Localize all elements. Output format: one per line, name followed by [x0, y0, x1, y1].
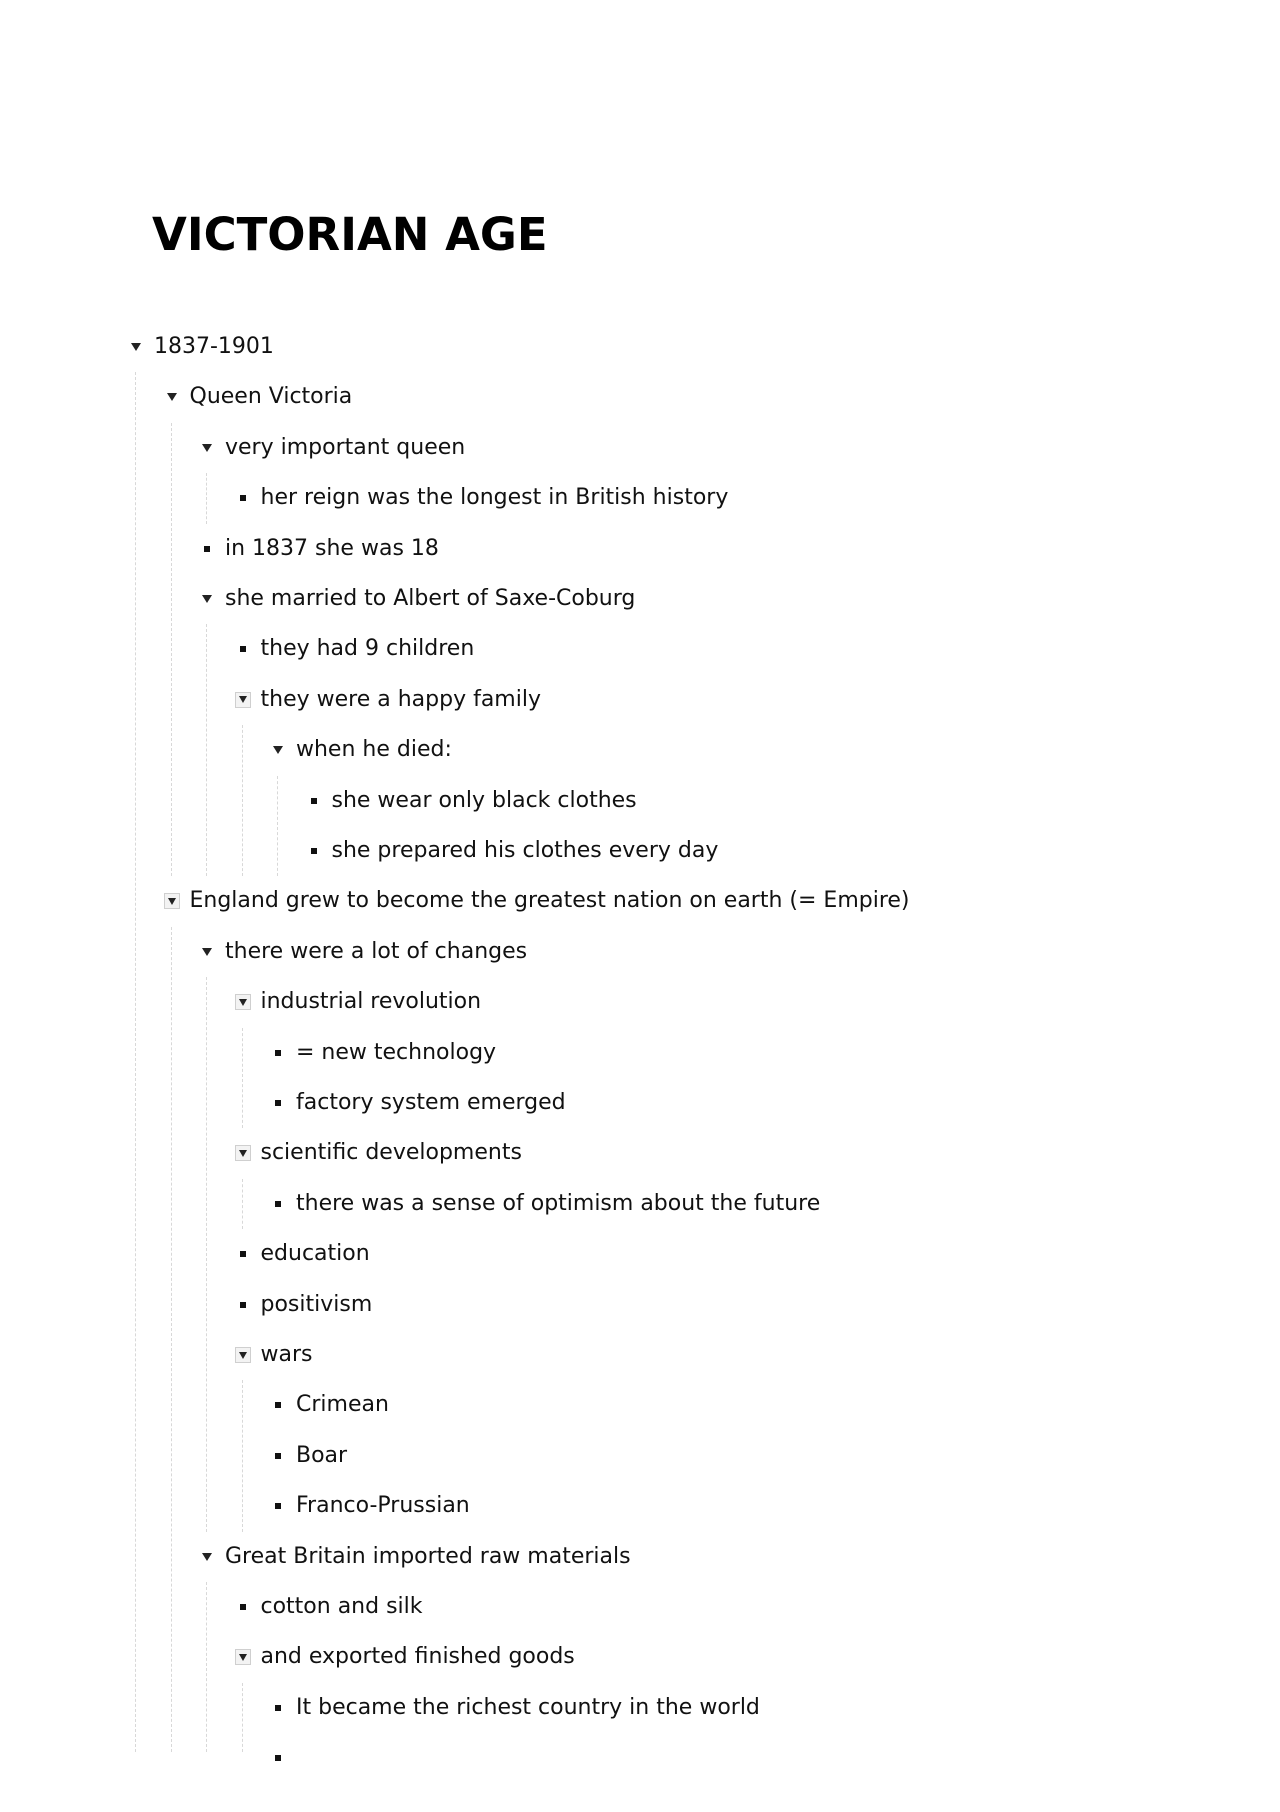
bullet-icon	[270, 1448, 286, 1464]
collapse-toggle-icon[interactable]	[235, 692, 251, 708]
collapse-toggle-icon[interactable]	[235, 1347, 251, 1363]
indent-guide	[206, 1582, 207, 1752]
outline-node-text: her reign was the longest in British history	[260, 485, 729, 511]
collapse-toggle-icon[interactable]	[235, 1145, 251, 1161]
indent-guide	[206, 977, 207, 1531]
bullet-icon	[235, 1297, 251, 1313]
indent-guide	[277, 776, 278, 877]
bullet-icon	[235, 490, 251, 506]
outline-node-text: they were a happy family	[260, 686, 541, 712]
collapse-toggle-icon[interactable]	[199, 1549, 215, 1565]
indent-guide	[171, 423, 172, 877]
bullet-icon	[270, 1700, 286, 1716]
collapse-toggle-icon[interactable]	[270, 742, 286, 758]
outline-node-text: she prepared his clothes every day	[331, 838, 719, 863]
indent-guide	[206, 624, 207, 876]
indent-guide	[242, 1380, 243, 1531]
bullet-icon	[306, 793, 322, 809]
collapse-toggle-icon[interactable]	[199, 944, 215, 960]
collapse-toggle-icon[interactable]	[199, 440, 215, 456]
outline-node-text: education	[260, 1241, 370, 1267]
indent-guide	[242, 1179, 243, 1229]
collapse-toggle-icon[interactable]	[235, 1649, 251, 1665]
outline-node-text: Queen Victoria	[189, 384, 353, 410]
outline-node-text: It became the richest country in the world	[296, 1694, 760, 1720]
outline-node-text: 1837-1901	[154, 334, 274, 359]
collapse-toggle-icon[interactable]	[164, 389, 180, 405]
outline-node-text: Franco-Prussian	[296, 1493, 470, 1519]
outline-node-text: positivism	[260, 1291, 373, 1317]
bullet-icon	[235, 1246, 251, 1262]
outline-node-text: in 1837 she was 18	[225, 535, 439, 561]
collapse-toggle-icon[interactable]	[164, 893, 180, 909]
outline-node-text: wars	[260, 1342, 313, 1367]
outline-node-text: industrial revolution	[260, 989, 482, 1015]
indent-guide	[242, 725, 243, 876]
outline-node-text: = new technology	[296, 1039, 497, 1065]
outline-node-text: England grew to become the greatest nation on earth (= Empire)	[189, 888, 910, 914]
bullet-icon	[270, 1095, 286, 1111]
outline-node-text: very important queen	[225, 434, 466, 460]
bullet-icon	[199, 541, 215, 557]
indent-guide	[206, 473, 207, 523]
indent-guide	[135, 372, 136, 1752]
indent-guide	[242, 1028, 243, 1129]
indent-guide	[242, 1683, 243, 1752]
outline-node-text: and exported finished goods	[260, 1644, 575, 1670]
page-title: VICTORIAN AGE	[152, 208, 548, 261]
bullet-icon	[270, 1750, 286, 1766]
outline-node-text: when he died:	[296, 737, 452, 763]
bullet-icon	[270, 1498, 286, 1514]
outline-node-text: Crimean	[296, 1392, 389, 1418]
bullet-icon	[270, 1196, 286, 1212]
bullet-icon	[235, 1599, 251, 1615]
bullet-icon	[270, 1045, 286, 1061]
outline-node-text: Boar	[296, 1442, 348, 1468]
collapse-toggle-icon[interactable]	[128, 339, 144, 355]
outline-node-text: factory system emerged	[296, 1090, 566, 1115]
outline-node-text: she wear only black clothes	[331, 787, 637, 813]
outline-node-text: there were a lot of changes	[225, 938, 528, 964]
outline-node-text: there was a sense of optimism about the future	[296, 1190, 821, 1216]
bullet-icon	[306, 843, 322, 859]
bullet-icon	[235, 641, 251, 657]
outline-node-text: Great Britain imported raw materials	[225, 1543, 631, 1569]
collapse-toggle-icon[interactable]	[199, 591, 215, 607]
outline-node-text: she married to Albert of Saxe-Coburg	[225, 586, 636, 611]
bullet-icon	[270, 1397, 286, 1413]
collapse-toggle-icon[interactable]	[235, 994, 251, 1010]
indent-guide	[171, 927, 172, 1752]
outline-node-text: cotton and silk	[260, 1594, 423, 1619]
outline-node-text: they had 9 children	[260, 636, 475, 662]
outline-node-text: scientific developments	[260, 1140, 522, 1166]
